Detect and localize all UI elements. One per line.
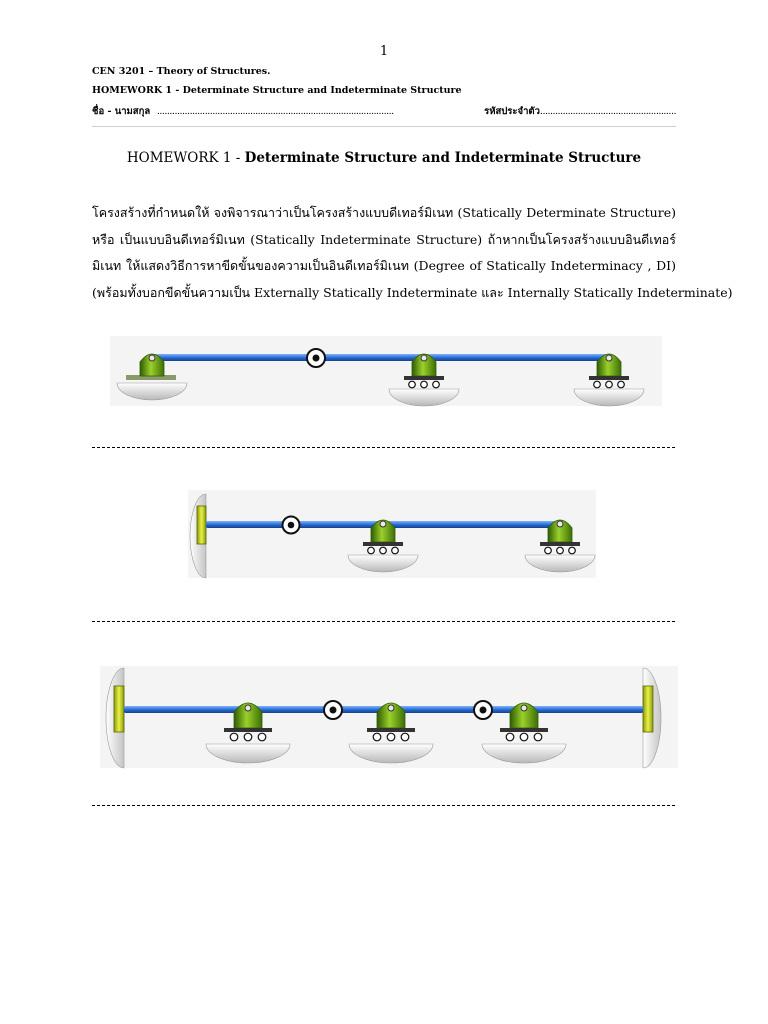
diagram-3 [100,666,678,768]
pin-icon [149,355,155,361]
roller-plate [404,376,444,380]
name-dots: .............................................................................................. [156,106,394,117]
answer-line[interactable] [92,805,676,806]
roller-wheel-icon [368,547,375,554]
title-rest: Determinate Structure and Indeterminate Structure [244,150,642,166]
pin-icon [245,705,251,711]
hinge-center-icon [313,355,320,362]
pin-icon [388,705,394,711]
roller-plate [224,728,272,732]
id-dots: ...................................................... [539,106,676,117]
hinge-center-icon [288,522,295,529]
diagram-1 [110,336,662,406]
roller-plate [363,542,403,546]
page-number: 1 [379,44,389,59]
roller-wheel-icon [618,381,625,388]
beam [148,354,610,361]
roller-wheel-icon [534,733,542,741]
roller-wheel-icon [373,733,381,741]
roller-wheel-icon [244,733,252,741]
roller-wheel-icon [545,547,552,554]
roller-plate [367,728,415,732]
hinge-center-icon [330,707,337,714]
roller-wheel-icon [230,733,238,741]
roller-wheel-icon [557,547,564,554]
hinge-center-icon [480,707,487,714]
pin-icon [557,521,563,527]
pin-icon [521,705,527,711]
roller-wheel-icon [433,381,440,388]
fixed-support-icon [197,506,206,544]
answer-line[interactable] [92,621,676,622]
course-title: CEN 3201 – Theory of Structures. [92,66,271,77]
name-label: ชื่อ - นามสกุล [92,106,151,117]
roller-wheel-icon [392,547,399,554]
roller-plate [540,542,580,546]
roller-wheel-icon [520,733,528,741]
instruction-line: โครงสร้างที่กำหนดให้ จงพิจารณาว่าเป็นโครงสร้างแบบดีเทอร์มิเนท (Statically Determinate Structure) [92,205,676,220]
roller-wheel-icon [401,733,409,741]
id-label: รหัสประจำตัว [484,106,540,117]
homework-heading: HOMEWORK 1 - Determinate Structure and Indeterminate Structure [92,85,462,96]
title-lead: HOMEWORK 1 - [126,150,245,166]
roller-wheel-icon [506,733,514,741]
instruction-line: หรือ เป็นแบบอินดีเทอร์มิเนท (Statically Indeterminate Structure) ถ้าหากเป็นโครงสร้างแบบอินดีเทอร์ [92,231,676,247]
roller-plate [500,728,548,732]
pin-icon [421,355,427,361]
roller-wheel-icon [409,381,416,388]
fixed-support-icon [114,686,124,732]
roller-wheel-icon [380,547,387,554]
roller-wheel-icon [421,381,428,388]
instruction-line: มิเนท ให้แสดงวิธีการหาขีดขั้นของความเป็นอินดีเทอร์มิเนท (Degree of Statically Indeterminacy , DI) [92,258,676,273]
pin-icon [606,355,612,361]
roller-wheel-icon [594,381,601,388]
diagram-2 [188,490,596,578]
instruction-line: (พร้อมทั้งบอกขีดขั้นความเป็น Externally Statically Indeterminate และ Internally Statically Indeterminate) [92,284,733,300]
fixed-support-icon [643,686,653,732]
roller-wheel-icon [569,547,576,554]
pin-icon [380,521,386,527]
roller-wheel-icon [258,733,266,741]
roller-wheel-icon [606,381,613,388]
answer-line[interactable] [92,447,676,448]
roller-plate [589,376,629,380]
roller-wheel-icon [387,733,395,741]
